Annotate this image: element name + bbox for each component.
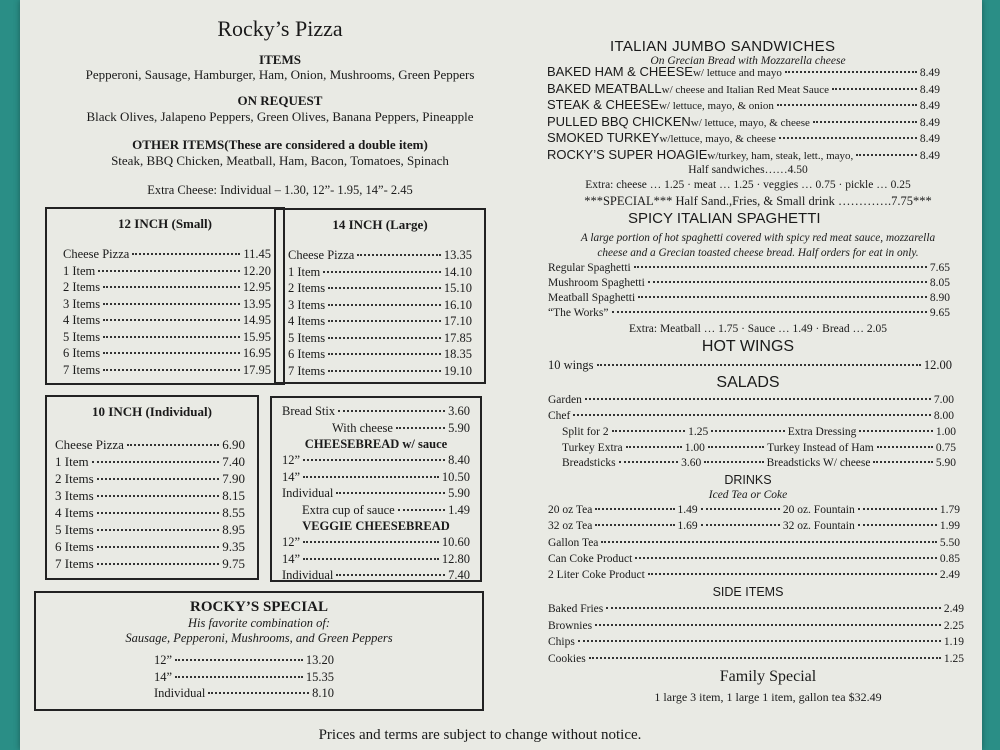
item-price: 17.10: [443, 314, 472, 328]
small-pizza-title: 12 INCH (Small): [118, 216, 212, 231]
item-price: 7.40: [222, 454, 245, 469]
special-row: [154, 653, 334, 670]
item-label: 14”: [282, 469, 301, 484]
item-label: Cheese Pizza: [288, 248, 355, 262]
salad-extra-row: [562, 426, 956, 442]
items-heading: ITEMS: [259, 52, 301, 67]
item-price: 10.60: [441, 535, 470, 549]
item-label: 14”: [282, 551, 301, 566]
item-price: 0.85: [939, 553, 960, 565]
veggie-row: [282, 552, 470, 569]
item-label: 32 oz Tea: [548, 519, 593, 532]
spaghetti-row: [548, 262, 950, 277]
salad-row: [548, 394, 954, 410]
item-label: 14”: [154, 669, 173, 684]
cheesebread-row: [282, 470, 470, 487]
item-price: 8.00: [933, 409, 954, 422]
item-label: 3 Items: [63, 296, 101, 311]
large-pizza-list: [288, 248, 472, 380]
item-label: Can Coke Product: [548, 553, 633, 565]
item-label: 6 Items: [55, 539, 94, 554]
item-label: 4 Items: [288, 314, 326, 328]
salad-row: [548, 410, 954, 426]
item-label: Extra Dressing: [787, 426, 857, 438]
item-label: 3 Items: [55, 488, 94, 503]
item-label: 12”: [282, 453, 301, 467]
rockys-special-box: [34, 591, 484, 711]
individual-pizza-row: [55, 539, 245, 556]
individual-pizza-row: [55, 505, 245, 522]
item-label: Turkey Instead of Ham: [767, 441, 874, 454]
small-pizza-row: [63, 313, 271, 330]
drinks-subtitle: Iced Tea or Coke: [708, 489, 788, 501]
salad-extra-row: [562, 457, 956, 473]
item-label: Individual: [154, 686, 206, 700]
item-label: 3 Items: [288, 297, 326, 312]
individual-pizza-box: [45, 395, 259, 580]
cheesebread-row: [282, 486, 470, 503]
small-pizza-box: [45, 207, 285, 385]
item-price: 17.95: [242, 362, 271, 377]
cheesebread-row: [282, 453, 470, 470]
item-label: 2 Items: [63, 280, 101, 294]
spaghetti-row: [548, 292, 950, 307]
drink-row: [548, 553, 960, 569]
veggie-row: [282, 568, 470, 585]
item-price: 1.99: [939, 519, 961, 532]
item-label: 7 Items: [288, 363, 326, 378]
item-price: 8.55: [222, 505, 245, 520]
item-label: Meatball Spaghetti: [548, 292, 636, 304]
item-label: Garden: [548, 394, 582, 406]
menu-paper: [20, 0, 982, 750]
item-price: 7.40: [448, 568, 470, 582]
wings-title: HOT WINGS: [701, 338, 795, 355]
item-price: 6.90: [222, 437, 245, 452]
item-label: 2 Items: [55, 471, 94, 486]
item-price: 9.65: [929, 307, 950, 319]
drink-row: [548, 569, 960, 585]
item-price: 8.40: [448, 453, 470, 467]
item-label: 6 Items: [288, 347, 326, 361]
extra-sauce-row: Extra cup of sauce 1.49: [302, 502, 470, 517]
sandwich-desc: w/turkey, ham, steak, lett., mayo,: [707, 149, 854, 162]
drinks-list: [548, 537, 960, 585]
side-row: [548, 620, 964, 637]
item-price: 2.49: [943, 603, 964, 615]
item-label: Individual: [282, 568, 334, 582]
item-label: 12”: [282, 535, 301, 549]
small-pizza-row: [63, 280, 271, 297]
drink-row: [548, 537, 960, 553]
large-pizza-row: [288, 298, 472, 315]
drink-size-row: [548, 504, 960, 520]
request-text: Black Olives, Jalapeno Peppers, Green Olives, Banana Peppers, Pineapple: [86, 109, 474, 124]
individual-pizza-row: [55, 556, 245, 573]
sandwich-desc: w/ lettuce, mayo, & onion: [658, 100, 774, 112]
item-price: 14.95: [242, 313, 271, 327]
item-label: 6 Items: [63, 346, 101, 360]
item-label: Turkey Extra: [562, 441, 623, 454]
item-price: 18.35: [443, 347, 472, 361]
other-text: Steak, BBQ Chicken, Meatball, Ham, Bacon, Tomatoes, Spinach: [111, 153, 449, 168]
item-price: 1.49: [677, 504, 698, 516]
item-label: Cookies: [548, 652, 586, 665]
item-label: Cheese Pizza: [63, 247, 130, 261]
small-pizza-list: [63, 247, 271, 379]
item-price: 5.50: [939, 537, 960, 549]
items-text: Pepperoni, Sausage, Hamburger, Ham, Onion, Mushrooms, Green Peppers: [85, 67, 475, 82]
item-label: Individual: [282, 486, 334, 500]
item-price: 8.90: [929, 292, 950, 304]
drinks-pairs: [548, 504, 960, 535]
salads-title: SALADS: [716, 374, 780, 391]
item-price: 13.20: [305, 653, 334, 667]
special-line2: Sausage, Pepperoni, Mushrooms, and Green Peppers: [125, 631, 393, 645]
small-pizza-row: [63, 330, 271, 347]
item-price: 1.00: [684, 441, 705, 454]
item-price: 8.05: [929, 277, 950, 289]
item-price: 1.25: [943, 652, 964, 665]
item-price: 16.95: [242, 346, 271, 360]
sandwich-row: [547, 81, 940, 98]
veggie-row: [282, 535, 470, 552]
item-label: “The Works”: [548, 307, 609, 319]
large-pizza-row: [288, 331, 472, 348]
item-price: 9.75: [222, 556, 245, 571]
individual-pizza-list: [55, 437, 245, 573]
spaghetti-title: SPICY ITALIAN SPAGHETTI: [628, 210, 821, 227]
item-label: Chef: [548, 409, 571, 422]
item-price: 7.00: [933, 394, 954, 406]
spaghetti-desc1: A large portion of hot spaghetti covered with spicy red meat sauce, mozzarella: [580, 232, 936, 244]
item-label: Mushroom Spaghetti: [548, 277, 645, 289]
small-pizza-row: [63, 264, 271, 281]
sides-title: SIDE ITEMS: [712, 585, 784, 599]
large-pizza-title: 14 INCH (Large): [332, 217, 428, 232]
footer-notice: Prices and terms are subject to change without notice.: [318, 727, 642, 743]
sandwich-name: SMOKED TURKEY: [547, 130, 660, 145]
item-label: 5 Items: [55, 522, 94, 537]
sandwich-row: [547, 64, 940, 81]
item-price: 8.95: [222, 522, 245, 537]
item-label: 32 oz. Fountain: [782, 519, 855, 532]
item-price: 15.95: [242, 329, 271, 344]
small-pizza-row: [63, 346, 271, 363]
item-price: 12.20: [242, 263, 271, 278]
special-title: ROCKY’S SPECIAL: [190, 599, 328, 615]
large-pizza-row: [288, 347, 472, 364]
individual-pizza-row: [55, 522, 245, 539]
item-price: 13.35: [443, 248, 472, 262]
item-price: 19.10: [443, 363, 472, 378]
small-pizza-row: [63, 247, 271, 264]
item-label: Regular Spaghetti: [548, 262, 631, 274]
item-price: 14.10: [443, 264, 472, 279]
salads-list: [548, 394, 954, 425]
item-label: 5 Items: [63, 329, 101, 344]
bread-stix-row: Bread Stix 3.60: [282, 404, 470, 418]
drink-size-row: [548, 520, 960, 536]
item-label: 4 Items: [55, 505, 94, 520]
large-pizza-row: [288, 265, 472, 282]
item-price: 12.95: [242, 280, 271, 294]
individual-pizza-row: [55, 437, 245, 454]
item-price: 2.25: [943, 619, 964, 632]
item-price: 12.80: [441, 551, 470, 566]
item-label: 12”: [154, 653, 173, 667]
item-price: 1.00: [935, 426, 957, 438]
item-label: Chips: [548, 636, 575, 648]
item-label: Brownies: [548, 619, 593, 632]
individual-pizza-row: [55, 488, 245, 505]
side-row: [548, 653, 964, 670]
large-pizza-row: [288, 281, 472, 298]
large-pizza-row: [288, 248, 472, 265]
sandwiches-subtitle: On Grecian Bread with Mozzarella cheese: [650, 55, 846, 67]
sandwich-row: [547, 147, 940, 164]
item-price: 13.95: [242, 296, 271, 311]
sandwich-price: 8.49: [919, 116, 940, 129]
veggie-heading: VEGGIE CHEESEBREAD: [302, 519, 450, 533]
special-row: [154, 686, 334, 703]
large-pizza-row: [288, 364, 472, 381]
small-pizza-row: [63, 297, 271, 314]
item-label: Breadsticks W/ cheese: [766, 457, 871, 469]
large-pizza-box: [274, 208, 486, 384]
spaghetti-list: [548, 262, 950, 322]
sandwich-name: STEAK & CHEESE: [547, 97, 659, 112]
item-price: 2.49: [939, 569, 960, 581]
sandwich-name: BAKED MEATBALL: [547, 80, 662, 96]
item-label: 4 Items: [63, 313, 101, 327]
large-pizza-row: [288, 314, 472, 331]
sandwich-price: 8.49: [919, 83, 940, 96]
item-label: 1 Item: [63, 263, 96, 278]
item-price: 8.15: [222, 488, 245, 503]
sandwich-row: [547, 130, 940, 147]
cheesebread-heading: CHEESEBREAD w/ sauce: [304, 437, 448, 451]
item-label: 2 Items: [288, 281, 326, 295]
item-label: Split for 2: [562, 426, 609, 438]
spaghetti-row: [548, 307, 950, 322]
side-row: [548, 636, 964, 653]
item-price: 7.65: [929, 262, 950, 274]
sandwich-name: ROCKY’S SUPER HOAGIE: [547, 146, 708, 162]
sandwich-row: [547, 114, 940, 131]
sandwich-desc: w/ lettuce, mayo, & cheese: [690, 116, 810, 129]
item-price: 5.90: [935, 457, 957, 469]
sandwich-desc: w/lettuce, mayo, & cheese: [659, 133, 776, 145]
item-label: 20 oz Tea: [548, 504, 593, 516]
menu-title: Rocky’s Pizza: [217, 16, 343, 41]
sandwiches-title: ITALIAN JUMBO SANDWICHES: [610, 38, 836, 55]
sides-list: [548, 603, 964, 669]
extra-cheese: Extra Cheese: Individual – 1.30, 12”- 1.95, 14”- 2.45: [147, 183, 413, 197]
half-sandwiches: Half sandwiches……4.50: [688, 164, 808, 176]
wings-row: 10 wings 12.00: [548, 358, 952, 372]
sandwich-extras: Extra: cheese … 1.25 · meat … 1.25 · veggies … 0.75 · pickle … 0.25: [585, 179, 911, 191]
drinks-title: DRINKS: [724, 473, 772, 487]
item-label: 7 Items: [55, 556, 94, 571]
item-price: 10.50: [441, 469, 470, 484]
item-label: Baked Fries: [548, 603, 604, 615]
item-price: 16.10: [443, 297, 472, 312]
family-text: 1 large 3 item, 1 large 1 item, gallon tea $32.49: [654, 690, 882, 704]
bread-stix-cheese-row: With cheese 5.90: [332, 420, 470, 435]
item-label: 1 Item: [288, 264, 321, 279]
item-price: 9.35: [222, 539, 245, 554]
salad-extras: [562, 426, 956, 473]
item-price: 1.25: [688, 426, 709, 438]
family-title: Family Special: [719, 668, 817, 685]
item-price: 1.69: [677, 519, 698, 532]
item-price: 0.75: [935, 441, 956, 454]
item-price: 7.90: [222, 471, 245, 486]
item-price: 3.60: [681, 457, 702, 469]
item-label: Cheese Pizza: [55, 437, 124, 452]
sandwich-price: 8.49: [919, 149, 940, 162]
item-label: 2 Liter Coke Product: [548, 569, 645, 581]
individual-pizza-row: [55, 454, 245, 471]
spaghetti-row: [548, 277, 950, 292]
sandwich-special: ***SPECIAL*** Half Sand.,Fries, & Small drink ………….7.75***: [584, 194, 932, 208]
item-price: 11.45: [243, 247, 271, 261]
item-price: 1.79: [939, 504, 961, 516]
item-label: Breadsticks: [562, 457, 616, 469]
small-pizza-row: [63, 363, 271, 380]
item-price: 15.10: [443, 281, 472, 295]
individual-pizza-title: 10 INCH (Individual): [92, 404, 212, 419]
item-label: 1 Item: [55, 454, 89, 469]
bread-box: [270, 396, 482, 582]
sandwich-desc: w/ cheese and Italian Red Meat Sauce: [661, 83, 830, 96]
salad-extra-row: [562, 442, 956, 458]
special-row: [154, 670, 334, 687]
item-price: 17.85: [443, 330, 472, 345]
item-price: 15.35: [305, 669, 334, 684]
sandwich-price: 8.49: [919, 133, 940, 145]
request-heading: ON REQUEST: [237, 93, 323, 108]
sandwich-desc: w/ lettuce and mayo: [692, 67, 782, 79]
side-row: [548, 603, 964, 620]
item-price: 8.10: [312, 686, 334, 700]
spaghetti-desc2: cheese and a Grecian toasted cheese bread. Half orders for eat in only.: [597, 247, 919, 259]
item-label: 20 oz. Fountain: [782, 504, 855, 516]
sandwich-name: BAKED HAM & CHEESE: [547, 64, 693, 79]
item-label: 5 Items: [288, 330, 326, 345]
item-label: Gallon Tea: [548, 537, 599, 549]
sandwich-price: 8.49: [919, 100, 940, 112]
item-price: 1.19: [943, 636, 964, 648]
other-heading: OTHER ITEMS(These are considered a double item): [132, 137, 428, 152]
item-label: 7 Items: [63, 362, 101, 377]
item-price: 5.90: [448, 486, 470, 500]
special-line1: His favorite combination of:: [188, 616, 330, 630]
sandwich-price: 8.49: [919, 67, 940, 79]
sandwich-row: [547, 97, 940, 114]
individual-pizza-row: [55, 471, 245, 488]
sandwiches-list: [547, 64, 940, 163]
spaghetti-extras: Extra: Meatball … 1.75 · Sauce … 1.49 · Bread … 2.05: [628, 323, 888, 335]
sandwich-name: PULLED BBQ CHICKEN: [547, 113, 691, 129]
